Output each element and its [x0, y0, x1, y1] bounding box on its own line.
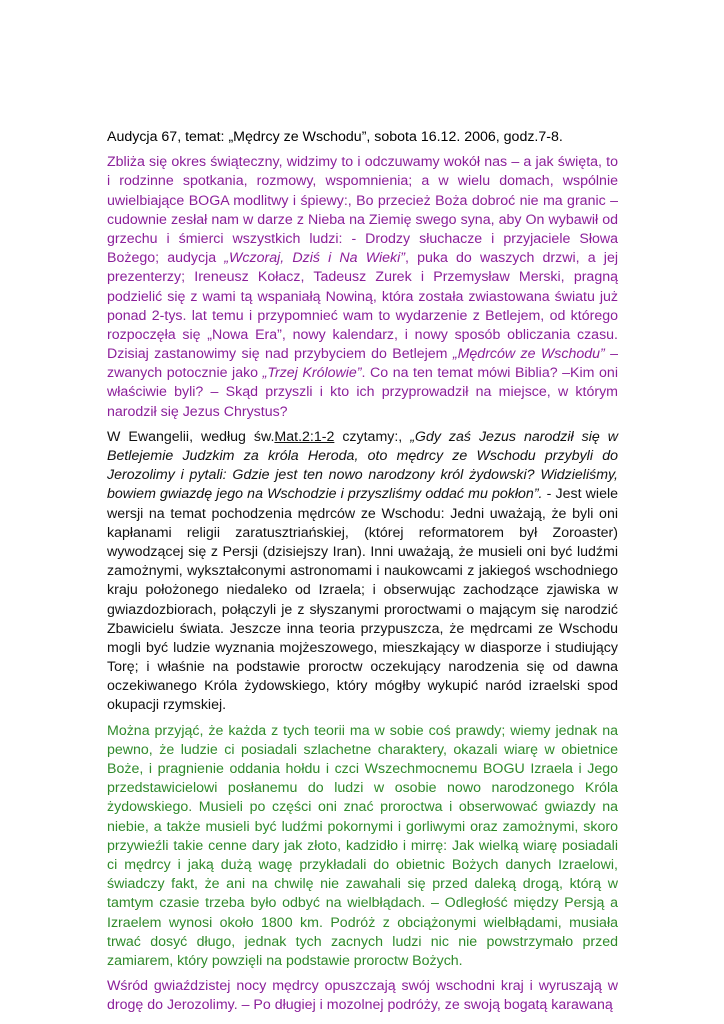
text-line [107, 447, 618, 466]
text-segment: Zbliża się okres świąteczny, widzimy to i odczuwamy wokół nas – a jak święta, to [107, 154, 618, 171]
text-line [107, 696, 618, 715]
text-line [107, 760, 618, 779]
text-line [107, 543, 618, 562]
text-segment: oczekiwanego Króla żydowskiego, który mógłby wykupić naród izraelski spod [107, 678, 618, 695]
text-segment: niebie, a także musieli być ludźmi pokornymi i gorliwymi oraz zamożnymi, skoro [107, 818, 618, 835]
italic-text: „Wczoraj, Dziś i Na Wieki” [224, 250, 405, 267]
italic-text: Jerozolimy i pytali: Gdzie jest ten nowo narodzony król żydowski? Widzieliśmy, [107, 467, 618, 484]
document-page [107, 128, 618, 1021]
text-segment: świadczy fakt, że ani na chwilę nie zawahali się przed daleką drogą, którą w [107, 876, 618, 893]
text-line [107, 326, 618, 345]
text-line [107, 345, 618, 364]
text-line [107, 818, 618, 837]
text-line [107, 428, 618, 447]
text-line [107, 677, 618, 696]
text-segment: Bożego; audycja [107, 250, 225, 267]
text-segment: rozpoczęła się „Nowa Era”, nowy kalendarz, i nowy sposób obliczania czasu. [107, 326, 618, 343]
text-line [107, 601, 618, 620]
text-line [107, 722, 618, 741]
text-line [107, 658, 618, 677]
text-segment: czytamy:, [334, 428, 411, 445]
text-line [107, 466, 618, 485]
text-line [107, 977, 618, 996]
text-line [107, 172, 618, 191]
text-line [107, 268, 618, 287]
text-line [107, 894, 618, 913]
text-segment: wersji na temat pochodzenia mędrców ze Wschodu: Jedni uważają, że byli oni [107, 505, 618, 522]
text-line [107, 741, 618, 760]
text-line [107, 524, 618, 543]
document-heading: Audycja 67, temat: „Mędrcy ze Wschodu”, sobota 16.12. 2006, godz.7-8. [107, 129, 563, 145]
text-segment: ponad 2-tys. lat temu i przypomnieć wam to wydarzenie z Betlejem, od którego [107, 307, 618, 324]
text-line [107, 364, 618, 383]
text-segment: i rodzinne spotkania, rozmowy, wspomnienia; a w wielu domach, wspólnie [107, 173, 618, 190]
paragraph [107, 428, 618, 716]
text-line [107, 192, 618, 211]
text-segment: pewno, że ludzie ci posiadali szlachetne charaktery, okazali wiarę w obietnice [107, 741, 618, 758]
text-segment: przywieźli takie cenne dary jak złoto, kadzidło i mirrę: Jak wielką wiarę posiadali [107, 837, 618, 854]
text-segment: Można przyjąć, że każda z tych teorii ma w sobie coś prawdy; wiemy jednak na [107, 722, 618, 739]
text-segment: grzechu i śmierci wszystkich ludzi: - Drodzy słuchacze i przyjaciele Słowa [107, 230, 618, 247]
text-segment: wywodzącej się z Persji (dzisiejszy Iran). Inni uważają, że musieli oni być ludźmi [107, 543, 618, 560]
text-line [107, 856, 618, 875]
text-segment: . Co na ten temat mówi Biblia? –Kim oni [361, 365, 618, 382]
paragraph [107, 977, 618, 1015]
text-segment: zwanych potocznie jako [107, 365, 263, 382]
text-segment: zamożnymi, wykształconymi astronomami i naukowcami z jakiegoś wschodniego [107, 563, 618, 580]
text-line [107, 914, 618, 933]
text-line [107, 288, 618, 307]
text-line [107, 639, 618, 658]
text-segment: , puka do waszych drzwi, a jej [405, 250, 618, 267]
text-line [107, 403, 618, 422]
text-segment: zamiarem, który powzięli na podstawie proroctw Bożych. [107, 952, 463, 969]
text-line [107, 562, 618, 581]
text-line [107, 581, 618, 600]
text-line [107, 837, 618, 856]
text-segment: mogli być ludzie wyznania mojżeszowego, mieszkający w diasporze i studiujący [107, 639, 618, 656]
text-segment: żydowskiego. Musieli po części oni znać proroctwa i obserwować gwiazdy na [107, 799, 618, 816]
text-segment: kraju położonego niedaleko od Izraela; i obserwując zachodzące zjawiska w [107, 582, 618, 599]
text-segment: drogę do Jerozolimy. – Po długiej i mozolnej podróży, ze swoją bogatą karawaną [107, 997, 613, 1014]
text-segment: W Ewangelii, według św. [107, 428, 275, 445]
text-line [107, 933, 618, 952]
text-segment: cudownie zesłał nam w darze z Nieba na Ziemię swego syna, aby On wybawił od [107, 211, 618, 228]
text-segment: uwielbiające BOGA modlitwy i śpiewy:, Bo przecież Boża dobroć nie ma granic – [107, 192, 618, 209]
italic-text: „Mędrców ze Wschodu” [452, 346, 605, 363]
text-line [107, 952, 618, 971]
text-line [107, 875, 618, 894]
text-line [107, 153, 618, 172]
text-segment: okupacji rzymskiej. [107, 697, 227, 714]
text-segment: prezenterzy; Ireneusz Kołacz, Tadeusz Zurek i Przemysław Merski, pragną [107, 269, 618, 286]
text-segment: Torę; i właśnie na podstawie proroctw oczekujący narodzenia się od dawna [107, 659, 618, 676]
text-segment: – [604, 346, 618, 363]
italic-text: Betlejemie Judzkim za króla Heroda, oto mędrcy ze Wschodu przybyli do [107, 448, 618, 464]
italic-text: „Gdy zaś Jezus narodził się w [410, 428, 618, 445]
text-line [107, 798, 618, 817]
text-line [107, 485, 618, 504]
text-line [107, 779, 618, 798]
italic-text: bowiem gwiazdę jego na Wschodzie i przyszliśmy oddać mu pokłon”. [107, 486, 543, 503]
text-segment: Zbawicielu świata. Jeszcze inna teoria przypuszcza, że mędrcami ze Wschodu [107, 620, 618, 637]
text-segment: tamtym czasie trzeba było odbyć na wielbłądach. – Odległość między Persją a [107, 895, 618, 912]
paragraph [107, 722, 618, 971]
text-segment: trwać dosyć długo, jednak tych zacnych ludzi nic nie powstrzymało przed [107, 933, 618, 950]
text-line [107, 620, 618, 639]
paragraph [107, 153, 618, 422]
text-segment: kapłanami religii zaratusztriańskiej, (której reformatorem był Zoroaster) [107, 524, 618, 541]
text-line [107, 307, 618, 326]
text-line [107, 211, 618, 230]
text-line [107, 249, 618, 268]
scripture-reference: Mat.2:1-2 [274, 428, 335, 445]
italic-text: „Trzej Królowie” [262, 365, 362, 382]
text-line [107, 505, 618, 524]
text-segment: gwiazdozbiorach, połączyli je z słyszanymi proroctwami o mającym się narodzić [107, 601, 618, 618]
text-segment: Izraelem wynosi około 1800 km. Podróż z obciążonymi wielbłądami, musiała [107, 914, 618, 931]
text-segment: podzielić się z wami tą wspaniałą Nowiną, która została zwiastowana światu już [107, 288, 618, 305]
text-line [107, 383, 618, 402]
text-segment: ci mędrcy i jaką dużą wagę przykładali do obietnic Bożych danych Izraelowi, [107, 856, 618, 873]
text-segment: Wśród gwiaździstej nocy mędrcy opuszczają swój wschodni kraj i wyruszają w [107, 978, 618, 995]
text-segment: przedstawicielowi posłanemu do ludzi w osobie nowo narodzonego Króla [107, 780, 618, 797]
text-segment: narodził się Jezus Chrystus? [107, 403, 288, 420]
text-segment: - Jest wiele [542, 486, 618, 503]
text-segment: Boże, i pragnienie oddania hołdu i czci Wszechmocnemu BOGU Izraela i Jego [107, 761, 618, 777]
text-line [107, 230, 618, 249]
text-line [107, 996, 618, 1015]
document-body [107, 153, 618, 1015]
text-segment: właściwie byli? – Skąd przyszli i kto ich przyprowadził na miejsce, w którym [107, 384, 618, 401]
text-segment: Dzisiaj zastanowimy się nad przybyciem do Betlejem [107, 346, 453, 363]
